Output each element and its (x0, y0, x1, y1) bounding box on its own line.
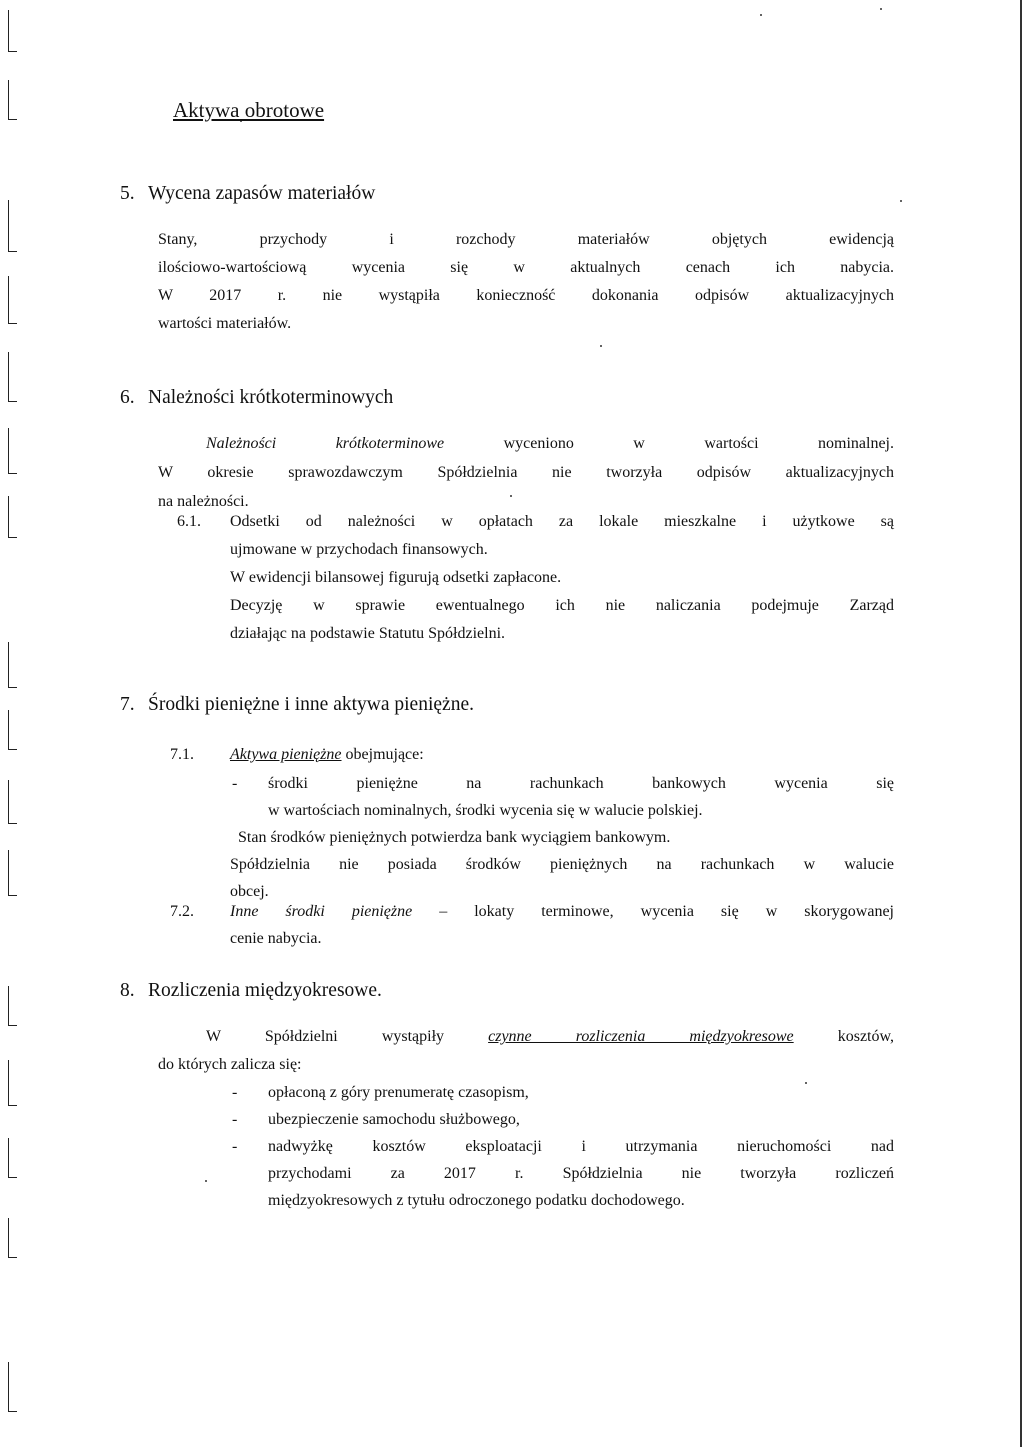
section-6-number: 6. (120, 387, 135, 408)
section-8-bullet-line: nadwyżkę kosztów eksploatacji i utrzymania nieruchomości nad (268, 1138, 894, 1155)
section-6-1-number: 6.1. (177, 513, 201, 530)
section-7-1-heading (230, 746, 424, 764)
section-6-line: W okresie sprawozdawczym Spółdzielnia nie tworzyła odpisów aktualizacyjnych (158, 464, 894, 481)
section-5-line: wartości materiałów. (158, 315, 292, 332)
section-6-1-line: ujmowane w przychodach finansowych. (230, 541, 488, 558)
section-7-1-rest: obejmujące: (345, 746, 424, 763)
section-8-bullet: opłaconą z góry prenumeratę czasopism, (268, 1084, 529, 1101)
section-6-1-line: Odsetki od należności w opłatach za lokale mieszkalne i użytkowe są (230, 513, 894, 530)
section-7-2-line (230, 903, 894, 921)
section-8-line: do których zalicza się: (158, 1056, 302, 1073)
section-8-bullet: ubezpieczenie samochodu służbowego, (268, 1111, 520, 1128)
bullet-dash: - (232, 775, 238, 792)
section-8-bullet-line: przychodami za 2017 r. Spółdzielnia nie tworzyła rozliczeń (268, 1165, 894, 1182)
section-5-title: Wycena zapasów materiałów (148, 183, 376, 204)
section-8-line-a: W Spółdzielni wystąpiły (206, 1028, 445, 1045)
section-5-line: Stany, przychody i rozchody materiałów objętych ewidencją (158, 231, 894, 248)
section-6-1-line: działając na podstawie Statutu Spółdzielni. (230, 625, 506, 642)
section-5-heading (120, 183, 375, 205)
bullet-dash: - (232, 1111, 238, 1128)
section-8-number: 8. (120, 980, 135, 1001)
section-8-line (158, 1028, 894, 1046)
section-7-2-italic-term: Inne środki pieniężne (230, 903, 413, 920)
section-8-bullet-line: międzyokresowych z tytułu odroczonego podatku dochodowego. (268, 1192, 685, 1209)
section-5-line: W 2017 r. nie wystąpiła konieczność dokonania odpisów aktualizacyjnych (158, 287, 894, 304)
bullet-dash: - (232, 1138, 238, 1155)
section-8-title: Rozliczenia międzyokresowe. (148, 980, 382, 1001)
section-7-2-line: cenie nabycia. (230, 930, 322, 947)
section-7-1-bullet-line: w wartościach nominalnych, środki wycenia się w walucie polskiej. (268, 802, 703, 819)
section-6-title: Należności krótkoterminowych (148, 387, 394, 408)
section-6-italic-term: Należności krótkoterminowe (206, 435, 445, 452)
page-title: Aktywa obrotowe (173, 98, 325, 122)
section-7-1-bullet-line: środki pieniężne na rachunkach bankowych wycenia się (268, 775, 894, 792)
section-5-line: ilościowo-wartościową wycenia się w aktualnych cenach ich nabycia. (158, 259, 894, 276)
section-8-italic-term: czynne rozliczenia międzyokresowe (488, 1028, 794, 1045)
section-6-1-line: Decyzję w sprawie ewentualnego ich nie naliczania podejmuje Zarząd (230, 597, 894, 614)
section-7-2-rest: – lokaty terminowe, wycenia się w skorygowanej (439, 903, 895, 920)
section-8-line-b: kosztów, (837, 1028, 895, 1045)
section-7-title: Środki pieniężne i inne aktywa pieniężne. (148, 694, 474, 715)
section-6-heading (120, 387, 393, 409)
section-7-number: 7. (120, 694, 135, 715)
section-5-number: 5. (120, 183, 135, 204)
bullet-dash: - (232, 1084, 238, 1101)
section-7-1-line: obcej. (230, 883, 269, 900)
section-7-1-line: Spółdzielnia nie posiada środków pieniężnych na rachunkach w walucie (230, 856, 894, 873)
section-6-line (158, 435, 894, 453)
section-7-1-number: 7.1. (170, 746, 194, 763)
section-6-line-rest: wyceniono w wartości nominalnej. (503, 435, 894, 452)
section-7-heading (120, 694, 474, 716)
section-7-1-italic-term: Aktywa pieniężne (230, 746, 342, 763)
section-8-heading (120, 980, 382, 1002)
section-7-2-number: 7.2. (170, 903, 194, 920)
section-7-1-line: Stan środków pieniężnych potwierdza bank wyciągiem bankowym. (238, 829, 671, 846)
section-6-1-line: W ewidencji bilansowej figurują odsetki zapłacone. (230, 569, 562, 586)
section-6-line: na należności. (158, 493, 249, 510)
